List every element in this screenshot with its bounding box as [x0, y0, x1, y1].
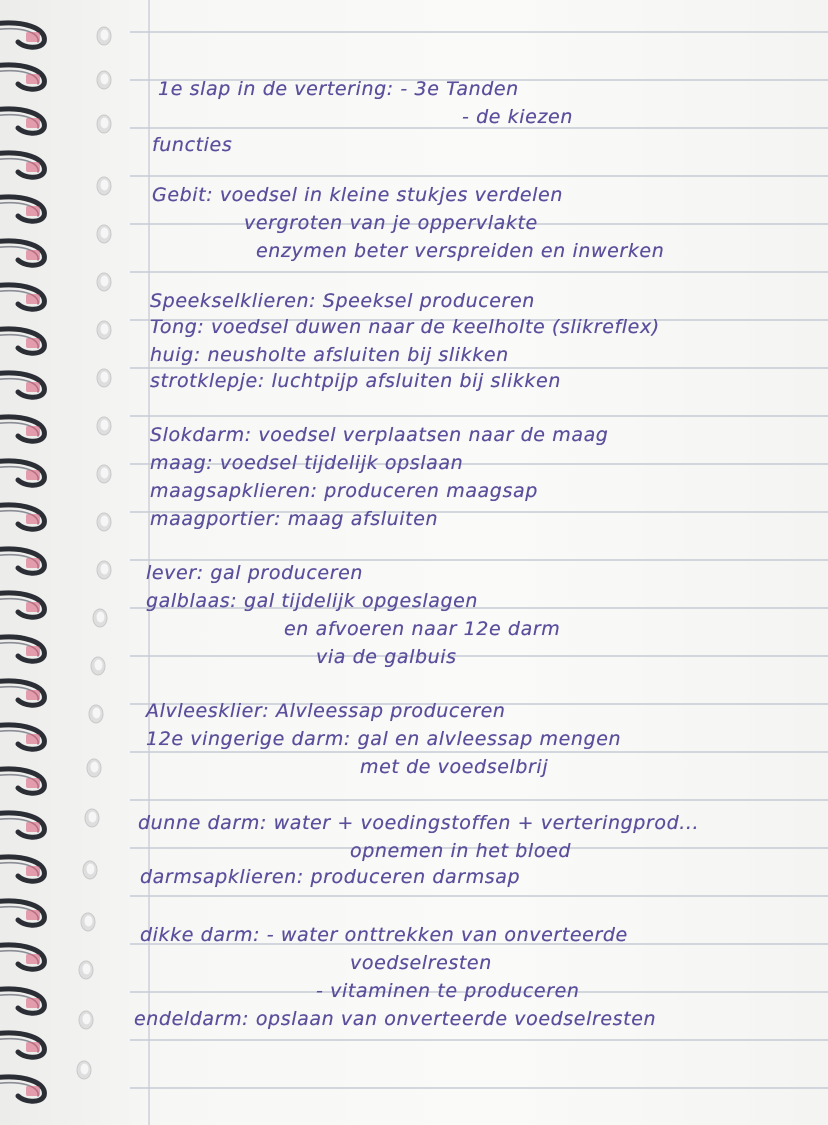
note-line: met de voedselbrij — [360, 756, 549, 778]
note-line: strotklepje: luchtpijp afsluiten bij slikken — [150, 370, 561, 392]
note-line: voedselresten — [350, 952, 492, 974]
note-line: - de kiezen — [462, 106, 573, 128]
note-line: enzymen beter verspreiden en inwerken — [256, 240, 665, 262]
note-line: functies — [152, 134, 233, 156]
note-line: vergroten van je oppervlakte — [244, 212, 538, 234]
note-line: galblaas: gal tijdelijk opgeslagen — [146, 590, 479, 612]
note-line: - vitaminen te produceren — [316, 980, 580, 1002]
note-line: maagsapklieren: produceren maagsap — [150, 480, 538, 502]
note-line: lever: gal produceren — [146, 562, 364, 584]
note-line: 1e slap in de vertering: - 3e Tanden — [158, 78, 519, 100]
note-line: Alvleesklier: Alvleessap produceren — [146, 700, 506, 722]
note-line: endeldarm: opslaan van onverteerde voedselresten — [134, 1008, 657, 1030]
note-line: dikke darm: - water onttrekken van onverteerde — [140, 924, 628, 946]
spiral-binding — [0, 0, 130, 1125]
note-line: 12e vingerige darm: gal en alvleessap mengen — [146, 728, 622, 750]
note-line: opnemen in het bloed — [350, 840, 571, 862]
note-line: en afvoeren naar 12e darm — [284, 618, 561, 640]
note-line: huig: neusholte afsluiten bij slikken — [150, 344, 509, 366]
note-line: maag: voedsel tijdelijk opslaan — [150, 452, 464, 474]
note-line: Tong: voedsel duwen naar de keelholte (slikreflex) — [150, 316, 660, 338]
note-line: maagportier: maag afsluiten — [150, 508, 439, 530]
note-line: darmsapklieren: produceren darmsap — [140, 866, 521, 888]
note-line: Speekselklieren: Speeksel produceren — [150, 290, 535, 312]
note-line: via de galbuis — [316, 646, 457, 668]
note-line: Gebit: voedsel in kleine stukjes verdelen — [152, 184, 563, 206]
note-line: Slokdarm: voedsel verplaatsen naar de maag — [150, 424, 609, 446]
note-line: dunne darm: water + voedingstoffen + verteringprod... — [138, 812, 700, 834]
